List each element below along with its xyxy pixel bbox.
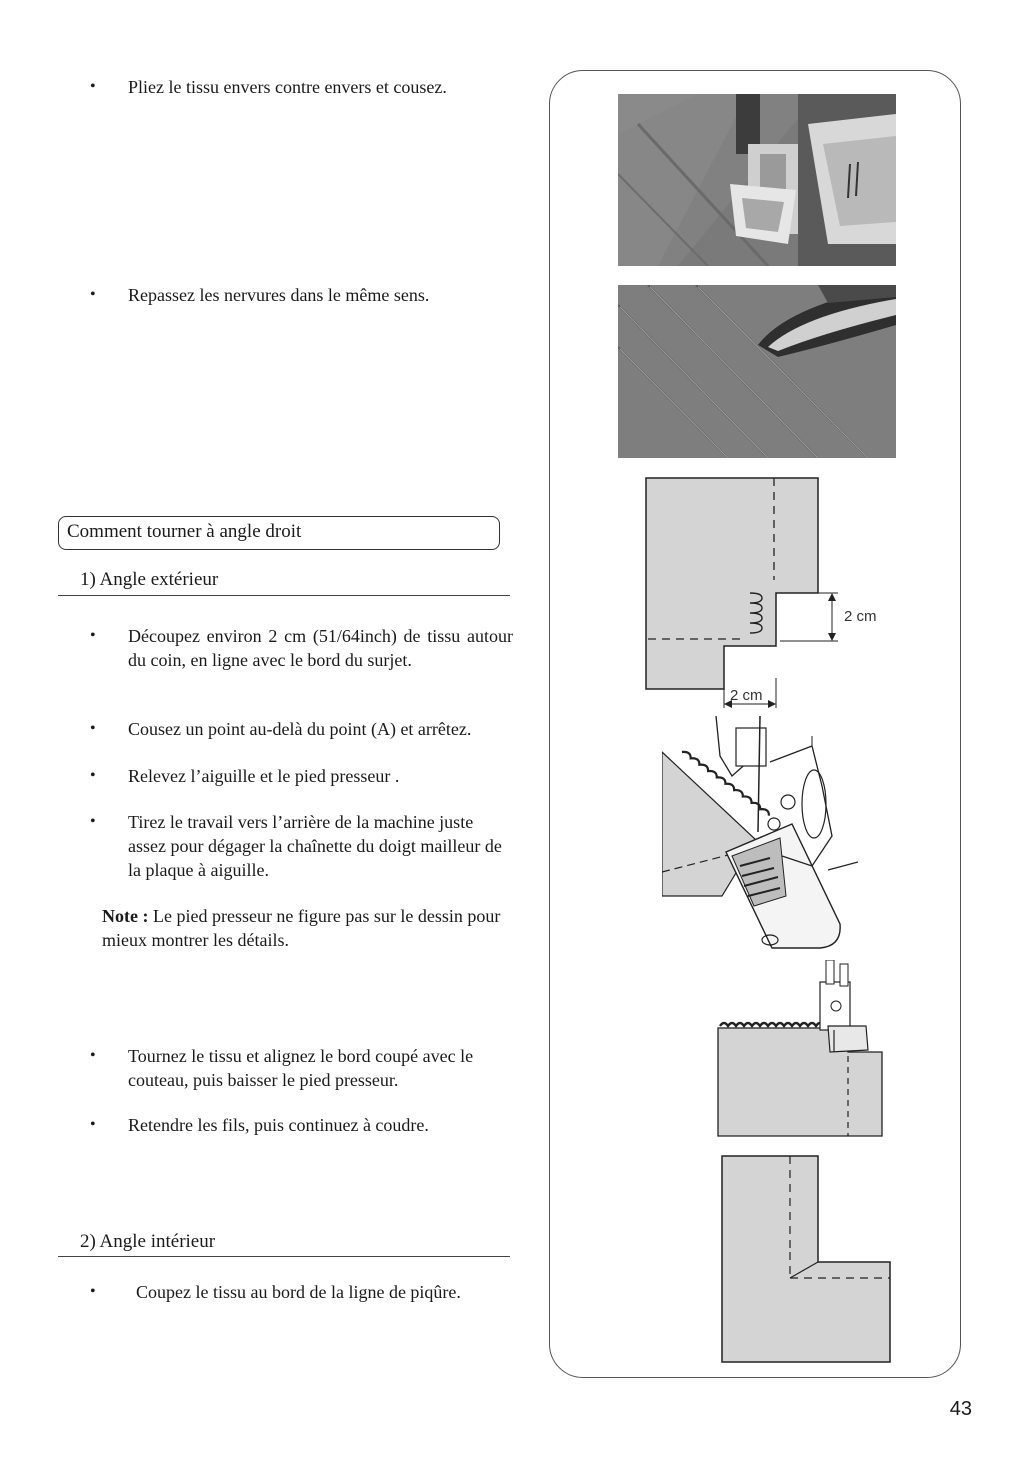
bullet-dot: •: [90, 720, 96, 737]
bullet-dot: •: [90, 1283, 96, 1300]
inner-corner-diagram: [720, 1154, 894, 1366]
iron-press-photo: [618, 285, 896, 458]
bullet-text: Tirez le travail vers l’arrière de la machine juste assez pour dégager la chaînette du doigt mailleur de la plaque à aiguille.: [128, 812, 502, 880]
bullet-text: Relevez l’aiguille et le pied presseur .: [128, 766, 400, 786]
bullet-dot: •: [90, 813, 96, 830]
bullet-text: Tournez le tissu et alignez le bord coupé avec le couteau, puis baisser le pied presseur.: [128, 1046, 474, 1090]
bullet-dot: •: [90, 78, 96, 95]
note-label: Note :: [102, 906, 149, 926]
note-text: Le pied presseur ne figure pas sur le dessin pour mieux montrer les détails.: [102, 906, 501, 950]
bullet-text: Repassez les nervures dans le même sens.: [128, 285, 430, 305]
subsection-rule: [58, 1256, 510, 1257]
corner-cut-diagram: [640, 476, 900, 708]
dim-horizontal-label: 2 cm: [730, 687, 763, 704]
bullet-dot: •: [90, 286, 96, 303]
turn-fabric-diagram: [716, 960, 886, 1138]
bullet-text: Coupez le tissu au bord de la ligne de piqûre.: [136, 1282, 461, 1302]
section-title-box: [58, 516, 500, 550]
subsection-outer-corner: 1) Angle extérieur: [80, 569, 219, 590]
note: [102, 904, 522, 952]
bullet-dot: •: [90, 1047, 96, 1064]
bullet-text: Découpez environ 2 cm (51/64inch) de tissu autour du coin, en ligne avec le bord du surjet.: [128, 626, 513, 670]
section-title: Comment tourner à angle droit: [67, 521, 302, 542]
needle-plate-diagram: [662, 716, 858, 952]
subsection-rule: [58, 595, 510, 596]
dim-vertical-label: 2 cm: [844, 608, 877, 625]
bullet-text: Pliez le tissu envers contre envers et cousez.: [128, 77, 447, 97]
page-number: 43: [949, 1398, 972, 1420]
bullet-text: Cousez un point au-delà du point (A) et arrêtez.: [128, 719, 472, 739]
bullet-dot: •: [90, 627, 96, 644]
bullet-dot: •: [90, 767, 96, 784]
bullet-text: Retendre les fils, puis continuez à coudre.: [128, 1115, 429, 1135]
bullet-dot: •: [90, 1116, 96, 1133]
sewing-foot-photo: [618, 94, 896, 266]
subsection-inner-corner: 2) Angle intérieur: [80, 1231, 216, 1252]
